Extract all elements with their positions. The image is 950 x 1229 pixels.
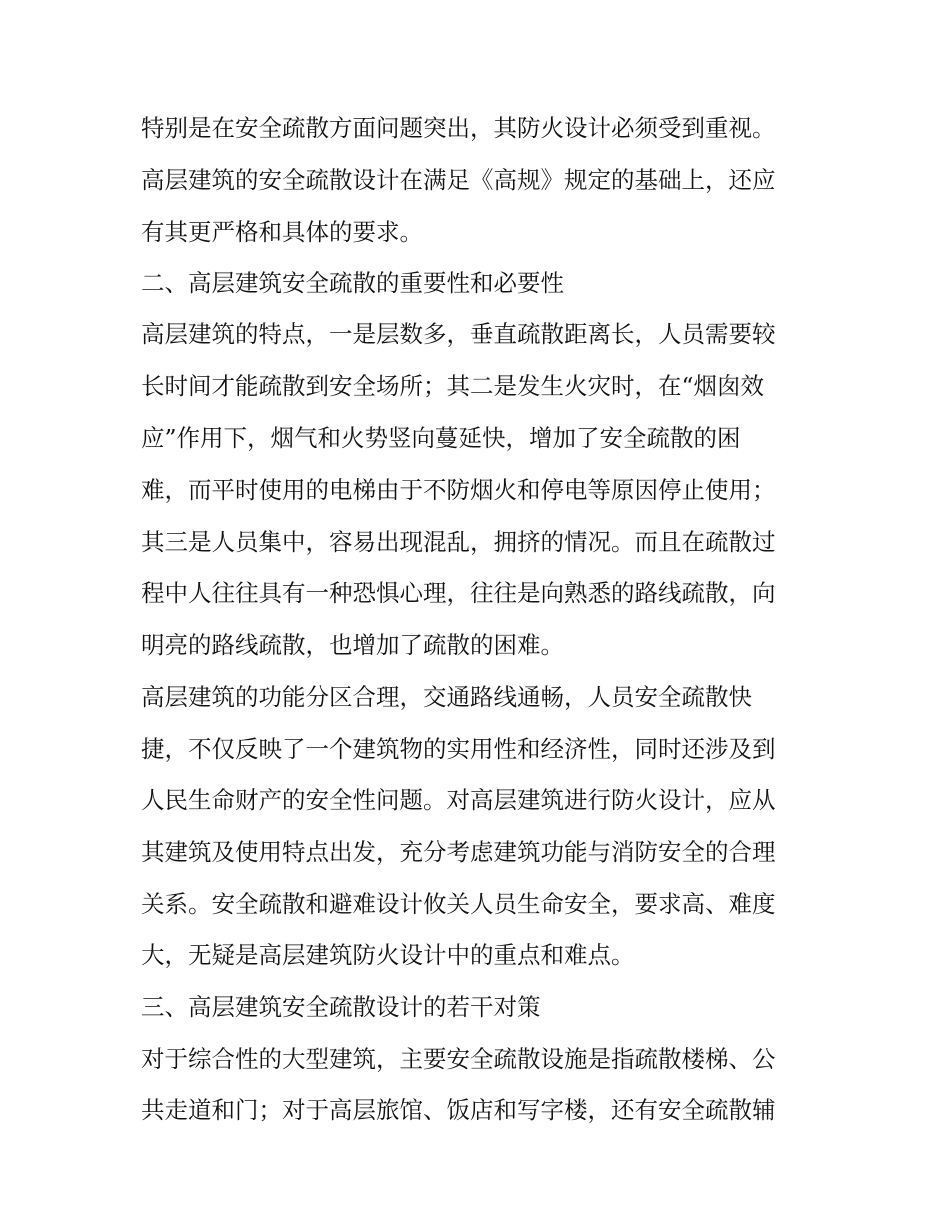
paragraph-line: 有其更严格和具体的要求。 (141, 218, 423, 246)
paragraph-line: 其三是人员集中，容易出现混乱，拥挤的情况。而且在疏散过 (141, 528, 776, 556)
paragraph-line: 特别是在安全疏散方面问题突出，其防火设计必须受到重视。 (141, 114, 776, 142)
paragraph-line: 关系。安全疏散和避难设计攸关人员生命安全，要求高、难度 (141, 890, 776, 918)
paragraph-line: 明亮的路线疏散，也增加了疏散的困难。 (141, 631, 564, 659)
section-heading-3: 三、高层建筑安全疏散设计的若干对策 (141, 993, 541, 1021)
paragraph-line: 高层建筑的功能分区合理，交通路线通畅，人员安全疏散快 (141, 683, 752, 711)
paragraph-line: 程中人往往具有一种恐惧心理，往往是向熟悉的路线疏散，向 (141, 579, 776, 607)
paragraph-line: 长时间才能疏散到安全场所；其二是发生火灾时，在“烟囱效 (141, 372, 765, 400)
paragraph-line: 捷，不仅反映了一个建筑物的实用性和经济性，同时还涉及到 (141, 735, 776, 763)
paragraph-line: 高层建筑的特点，一是层数多，垂直疏散距离长，人员需要较 (141, 320, 776, 348)
paragraph-line: 其建筑及使用特点出发，充分考虑建筑功能与消防安全的合理 (141, 838, 776, 866)
section-heading-2: 二、高层建筑安全疏散的重要性和必要性 (141, 269, 564, 297)
paragraph-line: 应”作用下，烟气和火势竖向蔓延快，增加了安全疏散的困 (141, 424, 741, 452)
paragraph-line: 难，而平时使用的电梯由于不防烟火和停电等原因停止使用； (141, 476, 776, 504)
paragraph-line: 大，无疑是高层建筑防火设计中的重点和难点。 (141, 941, 635, 969)
paragraph-line: 对于综合性的大型建筑，主要安全疏散设施是指疏散楼梯、公 (141, 1045, 776, 1073)
paragraph-line: 人民生命财产的安全性问题。对高层建筑进行防火设计，应从 (141, 786, 776, 814)
paragraph-line: 高层建筑的安全疏散设计在满足《高规》规定的基础上，还应 (141, 166, 776, 194)
paragraph-line: 共走道和门；对于高层旅馆、饭店和写字楼，还有安全疏散辅 (141, 1096, 776, 1124)
